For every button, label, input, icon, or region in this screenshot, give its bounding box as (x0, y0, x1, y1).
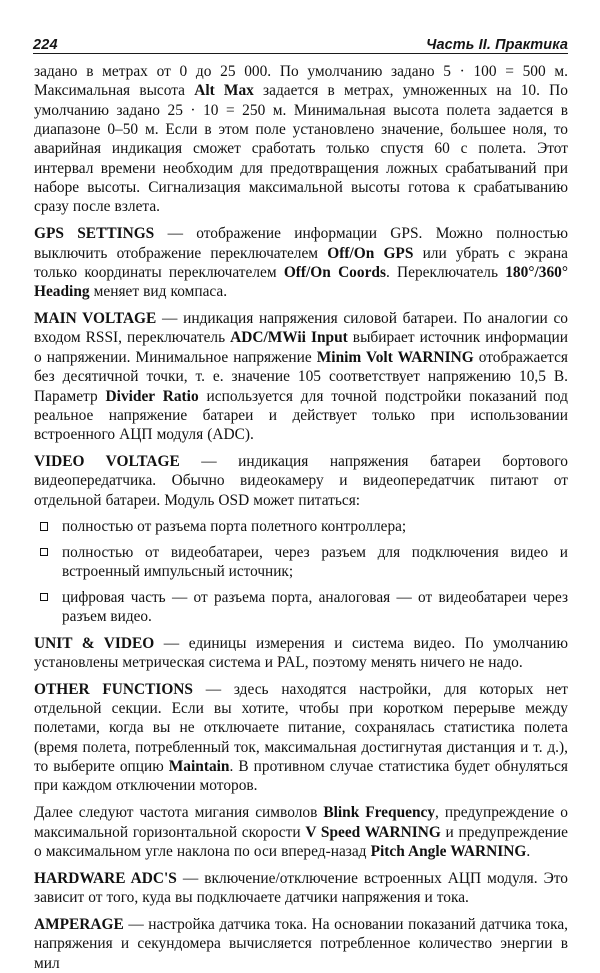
bold-term: 180°/360° Heading (34, 263, 568, 301)
text-run: — индикация напряжения силовой батареи. По аналогии со входом RSSI, переключатель (34, 310, 568, 347)
bold-term: Pitch Angle WARNING (370, 842, 527, 860)
running-head (33, 28, 568, 54)
text-run: , предупреждение о максимальной горизонтальной скорости (34, 804, 568, 841)
text-run: меняет вид компаса. (89, 283, 228, 301)
list-item (34, 588, 568, 627)
paragraph-video-voltage (34, 452, 568, 510)
list-item-label: полностью от видеобатареи, через разъем для подключения видео и встроенный импульсный источник; (62, 543, 568, 581)
text-run: или убрать с экрана только координаты переключателем (34, 244, 568, 281)
bold-term: Blink Frequency (323, 804, 436, 822)
text-run: Далее следуют частота мигания символов (34, 804, 324, 822)
power-options-list (34, 517, 568, 626)
bold-term: UNIT & VIDEO (34, 634, 155, 652)
list-item (34, 543, 568, 582)
scan-speck (556, 44, 558, 46)
text-run: выбирает источник информации о напряжении. Минимальное напряжение (34, 329, 568, 366)
bold-term: GPS SETTINGS (34, 225, 155, 243)
square-bullet-icon (40, 548, 48, 556)
scan-speck (440, 703, 442, 705)
text-run: — единицы измерения и система видео. По умолчанию установлены метрическая система и PAL, поэтому менять ничего не надо. (34, 634, 568, 671)
text-run: . В противном случае статистика будет обнуляться при каждом отключении моторов. (34, 758, 568, 795)
bold-term: Off/On Coords (283, 263, 386, 281)
bold-term: Alt Max (194, 82, 254, 100)
paragraph-alt-max (34, 62, 568, 217)
text-run: задано в метрах от 0 до 25 000. По умолчанию задано 5 · 100 = 500 м. Максимальная высота (34, 63, 568, 100)
text-run: задается в метрах, умноженных на 10. По умолчанию задано 25 · 10 = 250 м. Минимальная высота полета задается в диапазоне 0–50 м. Если в этом поле установлено значение, большее ноля, то аварийная индикация сможет сработать только спустя 60 с полета. Этот интервал времени необходим для предотвращения ложных срабатываний при наборе высоты. Сигнализация максимальной высоты готова к срабатыванию сразу после взлета. (34, 82, 568, 216)
text-run: — отображение информации GPS. Можно полностью выключить отображение переключателем (34, 225, 568, 262)
paragraph-gps-settings (34, 224, 568, 301)
list-item-label: цифровая часть — от разъема порта, аналоговая — от видеобатареи через разъем видео. (62, 588, 568, 626)
bold-term: OTHER FUNCTIONS (34, 680, 193, 698)
paragraph-unit-video (34, 634, 568, 673)
bold-term: VIDEO VOLTAGE (34, 453, 180, 471)
scan-speck (556, 183, 558, 185)
bold-term: Minim Volt WARNING (316, 348, 474, 366)
paragraph-main-voltage (34, 309, 568, 444)
square-bullet-icon (40, 522, 48, 530)
text-run: — индикация напряжения батареи бортового видеопередатчика. Обычно видеокамеру и видеопередатчик питают от отдельной батареи. Модуль OSD может питаться: (34, 453, 568, 509)
running-head-title: Часть II. Практика (426, 37, 568, 53)
text-run: . (526, 842, 531, 860)
text-run: используется для точной подстройки показаний под реальное напряжение батареи и действует только при использовании встроенного АЦП модуля (ADC). (34, 387, 568, 444)
text-run: — настройка датчика тока. На основании показаний датчика тока, напряжения и секундомера вычисляется потребленное количество энергии в мил (34, 916, 568, 972)
text-run: — включение/отключение встроенных АЦП модуля. Это зависит от того, куда вы подключаете датчики напряжения и тока. (34, 869, 568, 907)
bold-term: ADC/MWii Input (230, 329, 348, 347)
text-column (34, 62, 568, 973)
text-run: — здесь находятся настройки, для которых нет отдельной секции. Если вы хотите, чтобы при коротком перерыве между полетами, когда вы не отключаете питание, сохранялась статистика полета (время полета, потребленный ток, максимальная достигнутая дистанция и т. д.), то выберите опцию (34, 680, 568, 776)
bold-term: Maintain (168, 758, 230, 776)
square-bullet-icon (40, 593, 48, 601)
bold-term: Off/On GPS (327, 244, 414, 262)
text-run: и предупреждение о максимальном угле наклона по оси вперед-назад (34, 823, 568, 860)
page-number: 224 (33, 37, 58, 53)
bold-term: V Speed WARNING (305, 823, 441, 841)
paragraph-other-functions (34, 680, 568, 796)
bold-term: MAIN VOLTAGE (34, 310, 157, 328)
paragraph-hardware-adcs (34, 869, 568, 908)
bold-term: Divider Ratio (105, 387, 199, 405)
list-item (34, 517, 568, 536)
bold-term: HARDWARE ADC'S (34, 869, 177, 887)
paragraph-blink-frequency (34, 803, 568, 861)
paragraph-amperage (34, 915, 568, 973)
text-run: . Переключатель (385, 263, 506, 281)
list-item-label: полностью от разъема порта полетного контроллера; (62, 518, 407, 536)
scan-speck (305, 595, 307, 597)
bold-term: AMPERAGE (34, 916, 124, 934)
text-run: отображается без десятичной точки, т. е. значение 105 соответствует напряжению 10,5 В. Параметр (34, 348, 568, 405)
